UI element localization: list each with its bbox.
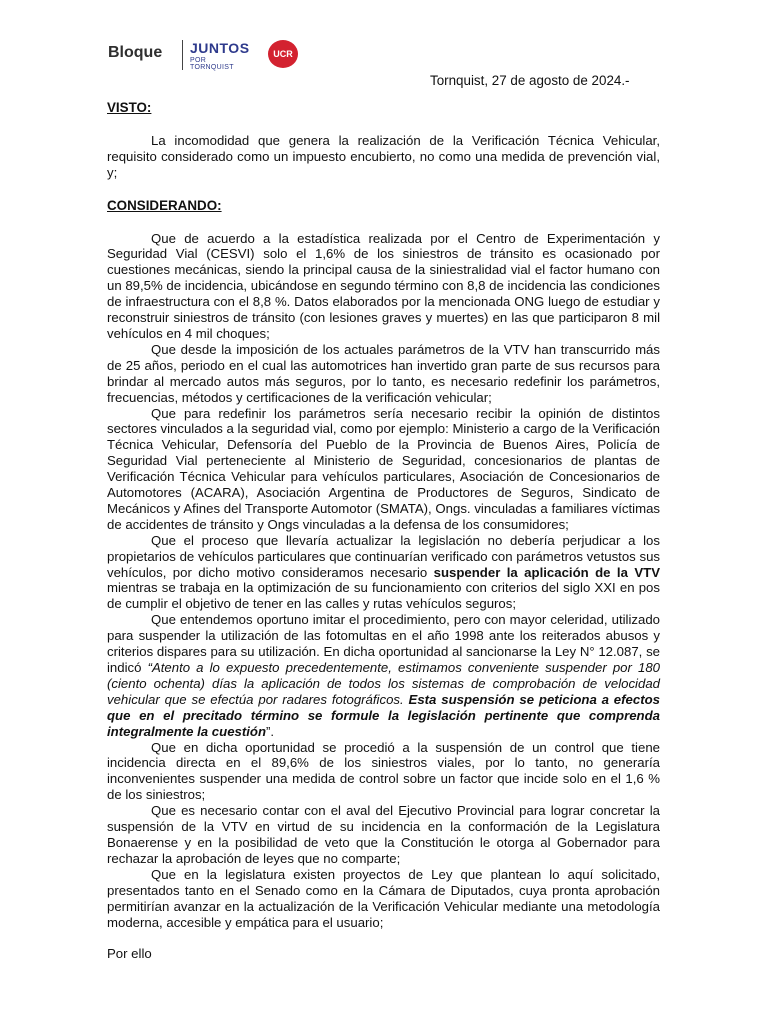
document-date: Tornquist, 27 de agosto de 2024.- [430,73,630,88]
logo-bloque-text: Bloque [108,44,163,61]
considerando-paragraph-2: Que desde la imposición de los actuales parámetros de la VTV han transcurrido más de 25 años, periodo en el cual las automotrices han invertido gran parte de sus recursos para brindar al mercado autos más seguros, por lo tanto, es necesario redefinir los parámetros, frecuencias, métodos y certificaciones de la verificación vehicular; [107,341,660,405]
paragraph-5-end: ”. [266,723,275,739]
paragraph-5-quote: “Atento a lo expuesto precedentemente, estimamos conveniente suspender por 180 (ciento ochenta) días la aplicación de todos los sistemas de comprobación de velocidad vehicular que se efectúa por radares fotográficos. [107,660,660,707]
considerando-paragraph-6: Que en dicha oportunidad se procedió a la suspensión de un control que tiene incidencia directa en el 89,6% de los siniestros viales, por lo tanto, no generaría inconvenientes suspender una medida de control sobre un factor que incide solo en el 1,6 % de los siniestros; [107,739,660,803]
logo-divider [182,40,183,70]
considerando-paragraph-8: Que en la legislatura existen proyectos de Ley que plantean lo aquí solicitado, presentados tanto en el Senado como en la Cámara de Diputados, cuya pronta aprobación permitirían avanzar en la actualización de la Verificación Vehicular mediante una metodología moderna, accesible y empática para el usuario; [107,866,660,930]
visto-heading: VISTO: [107,100,152,115]
ucr-logo-icon: UCR [268,40,298,68]
spacer [107,930,660,946]
considerando-paragraph-5 [107,612,660,739]
considerando-paragraph-3: Que para redefinir los parámetros sería necesario recibir la opinión de distintos sectores vinculados a la seguridad vial, como por ejemplo: Ministerio a cargo de la Verificación Técnica Vehicular, Defensoría del Pueblo de la Provincia de Buenos Aires, Policía de Seguridad Vial perteneciente al Ministerio de Seguridad, concesionarios de plantas de Verificación Técnica Vehicular para vehículos particulares, Asociación de Concesionarios de Automotores (ACARA), Asociación Argentina de Productores de Seguros, Sindicato de Mecánicos y Afines del Transporte Automotor (SMATA), Ongs. vinculadas a familiares víctimas de accidentes de tránsito y Ongs vinculadas a la defensa de los consumidores; [107,405,660,532]
closing-text: Por ello [107,946,152,962]
considerando-paragraph-7: Que es necesario contar con el aval del Ejecutivo Provincial para lograr concretar la suspensión de la VTV en virtud de su incidencia en la conformación de la Legislatura Bonaerense y en la posibilidad de veto que la Constitución le otorga al Gobernador para rechazar la aprobación de leyes que no comparte; [107,803,660,866]
paragraph-4-text-c: mientras se trabaja en la optimización de su funcionamiento con criterios del siglo XXI en pos de cumplir el objetivo de tener en las calles y rutas vehículos seguros; [107,580,660,612]
document-body [107,100,660,962]
spacer [107,214,660,231]
considerando-paragraph-1: Que de acuerdo a la estadística realizada por el Centro de Experimentación y Seguridad Vial (CESVI) solo el 1,6% de los siniestros de tránsito es ocasionado por cuestiones mecánicas, siendo la principal causa de la siniestralidad vial el factor humano con un 89,5% de incidencia, ubicándose en segundo término con 8,8 de incidencia las condiciones de infraestructura con el 8,8 %. Datos elaborados por la mencionada ONG luego de estudiar y reconstruir siniestros de tránsito (con lesiones graves y muertes) en las que participaron 8 mil vehículos en 4 mil choques; [107,230,660,341]
paragraph-5-text-a: Que entendemos oportuno imitar el procedimiento, pero con mayor celeridad, utilizado para suspender la utilización de las fotomultas en el año 1998 ante los reiterados abusos y criterios dispares para su utilización. En dicha oportunidad al sancionarse la Ley N° 12.087, se indicó [107,612,660,675]
logo-juntos-text: JUNTOS [190,40,250,56]
paragraph-4-text-a: Que el proceso que llevaría actualizar la legislación no debería perjudicar a los propietarios de vehículos particulares que continuarían verificado con parámetros vetustos sus vehículos, por dicho motivo consideramos necesario [107,532,660,580]
spacer [107,181,660,198]
paragraph-5-bold-quote: Esta suspensión se peticiona a efectos que en el precitado término se formule la legislación pertinente que comprenda integralmente la cuestión [107,691,660,739]
considerando-heading: CONSIDERANDO: [107,197,222,213]
logo-subtitle: POR TORNQUIST [190,57,234,71]
considerando-paragraph-4 [107,533,660,613]
visto-paragraph: La incomodidad que genera la realización de la Verificación Técnica Vehicular, requisito considerado como un impuesto encubierto, no como una medida de prevención vial, y; [107,132,660,180]
spacer [107,116,660,133]
paragraph-4-bold: suspender la aplicación de la VTV [433,564,660,580]
